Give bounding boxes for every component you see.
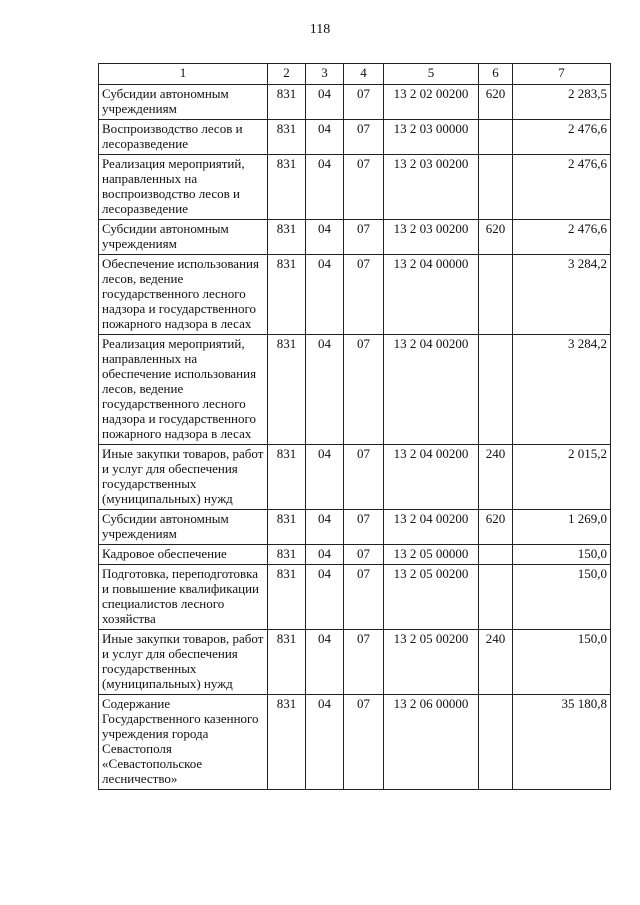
table-row [99, 565, 611, 630]
row-section-cell: 04 [306, 120, 344, 155]
row-name-cell: Реализация мероприятий, направленных на воспроизводство лесов и лесоразведение [99, 155, 268, 220]
row-subsection-cell: 07 [344, 255, 384, 335]
row-ministry-code-cell: 831 [268, 120, 306, 155]
row-expense-type-cell: 240 [479, 630, 513, 695]
row-ministry-code-cell: 831 [268, 255, 306, 335]
row-expense-type-cell [479, 545, 513, 565]
row-amount-cell: 3 284,2 [513, 335, 611, 445]
row-section-cell: 04 [306, 85, 344, 120]
row-subsection-cell: 07 [344, 220, 384, 255]
column-header: 6 [479, 64, 513, 85]
row-subsection-cell: 07 [344, 445, 384, 510]
table-row [99, 630, 611, 695]
row-ministry-code-cell: 831 [268, 545, 306, 565]
row-expense-type-cell [479, 255, 513, 335]
row-expense-type-cell: 620 [479, 510, 513, 545]
row-section-cell: 04 [306, 565, 344, 630]
table-row [99, 220, 611, 255]
table-header-row [99, 64, 611, 85]
row-ministry-code-cell: 831 [268, 335, 306, 445]
row-subsection-cell: 07 [344, 335, 384, 445]
row-target-code-cell: 13 2 04 00000 [384, 255, 479, 335]
row-name-cell: Субсидии автономным учреждениям [99, 85, 268, 120]
row-ministry-code-cell: 831 [268, 695, 306, 790]
row-ministry-code-cell: 831 [268, 565, 306, 630]
column-header: 1 [99, 64, 268, 85]
row-amount-cell: 150,0 [513, 545, 611, 565]
row-target-code-cell: 13 2 05 00200 [384, 565, 479, 630]
row-section-cell: 04 [306, 630, 344, 695]
row-subsection-cell: 07 [344, 85, 384, 120]
page-number: 118 [309, 22, 331, 37]
row-section-cell: 04 [306, 220, 344, 255]
row-section-cell: 04 [306, 445, 344, 510]
row-subsection-cell: 07 [344, 120, 384, 155]
row-name-cell: Иные закупки товаров, работ и услуг для обеспечения государственных (муниципальных) нужд [99, 445, 268, 510]
row-ministry-code-cell: 831 [268, 510, 306, 545]
row-amount-cell: 35 180,8 [513, 695, 611, 790]
row-amount-cell: 3 284,2 [513, 255, 611, 335]
row-name-cell: Субсидии автономным учреждениям [99, 220, 268, 255]
table-body [99, 85, 611, 790]
table-row [99, 255, 611, 335]
row-name-cell: Подготовка, переподготовка и повышение квалификации специалистов лесного хозяйства [99, 565, 268, 630]
row-amount-cell: 2 476,6 [513, 155, 611, 220]
row-ministry-code-cell: 831 [268, 155, 306, 220]
row-subsection-cell: 07 [344, 545, 384, 565]
table-row [99, 155, 611, 220]
row-name-cell: Содержание Государственного казенного учреждения города Севастополя «Севастопольское лесничество» [99, 695, 268, 790]
row-expense-type-cell [479, 335, 513, 445]
table-row [99, 695, 611, 790]
row-expense-type-cell [479, 120, 513, 155]
row-target-code-cell: 13 2 03 00000 [384, 120, 479, 155]
budget-table [98, 63, 611, 790]
row-expense-type-cell: 240 [479, 445, 513, 510]
column-header: 4 [344, 64, 384, 85]
row-section-cell: 04 [306, 510, 344, 545]
row-subsection-cell: 07 [344, 510, 384, 545]
row-section-cell: 04 [306, 695, 344, 790]
row-name-cell: Реализация мероприятий, направленных на обеспечение использования лесов, ведение государственного лесного надзора и государственного пожарного надзора в лесах [99, 335, 268, 445]
row-target-code-cell: 13 2 04 00200 [384, 510, 479, 545]
row-section-cell: 04 [306, 335, 344, 445]
row-target-code-cell: 13 2 05 00200 [384, 630, 479, 695]
row-name-cell: Кадровое обеспечение [99, 545, 268, 565]
table-row [99, 120, 611, 155]
row-name-cell: Обеспечение использования лесов, ведение государственного лесного надзора и государственного пожарного надзора в лесах [99, 255, 268, 335]
row-section-cell: 04 [306, 155, 344, 220]
table-row [99, 335, 611, 445]
row-amount-cell: 2 476,6 [513, 120, 611, 155]
row-expense-type-cell [479, 565, 513, 630]
row-amount-cell: 1 269,0 [513, 510, 611, 545]
row-name-cell: Иные закупки товаров, работ и услуг для обеспечения государственных (муниципальных) нужд [99, 630, 268, 695]
row-amount-cell: 2 015,2 [513, 445, 611, 510]
row-target-code-cell: 13 2 04 00200 [384, 445, 479, 510]
row-expense-type-cell: 620 [479, 85, 513, 120]
table-row [99, 85, 611, 120]
row-subsection-cell: 07 [344, 695, 384, 790]
column-header: 2 [268, 64, 306, 85]
row-target-code-cell: 13 2 05 00000 [384, 545, 479, 565]
row-ministry-code-cell: 831 [268, 220, 306, 255]
column-header: 7 [513, 64, 611, 85]
row-ministry-code-cell: 831 [268, 85, 306, 120]
row-ministry-code-cell: 831 [268, 445, 306, 510]
row-target-code-cell: 13 2 06 00000 [384, 695, 479, 790]
row-target-code-cell: 13 2 04 00200 [384, 335, 479, 445]
column-header: 5 [384, 64, 479, 85]
table-row [99, 510, 611, 545]
row-target-code-cell: 13 2 03 00200 [384, 220, 479, 255]
row-amount-cell: 2 476,6 [513, 220, 611, 255]
row-subsection-cell: 07 [344, 565, 384, 630]
row-ministry-code-cell: 831 [268, 630, 306, 695]
row-subsection-cell: 07 [344, 155, 384, 220]
row-section-cell: 04 [306, 255, 344, 335]
row-subsection-cell: 07 [344, 630, 384, 695]
table-row [99, 445, 611, 510]
row-amount-cell: 150,0 [513, 565, 611, 630]
row-name-cell: Субсидии автономным учреждениям [99, 510, 268, 545]
table-row [99, 545, 611, 565]
row-expense-type-cell [479, 695, 513, 790]
row-amount-cell: 2 283,5 [513, 85, 611, 120]
row-expense-type-cell [479, 155, 513, 220]
row-amount-cell: 150,0 [513, 630, 611, 695]
row-name-cell: Воспроизводство лесов и лесоразведение [99, 120, 268, 155]
row-target-code-cell: 13 2 03 00200 [384, 155, 479, 220]
row-expense-type-cell: 620 [479, 220, 513, 255]
row-section-cell: 04 [306, 545, 344, 565]
row-target-code-cell: 13 2 02 00200 [384, 85, 479, 120]
column-header: 3 [306, 64, 344, 85]
